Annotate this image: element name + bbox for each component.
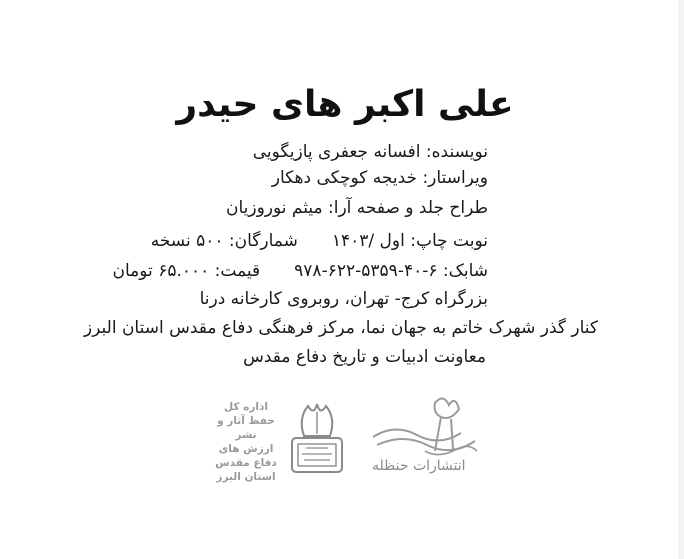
edition-text: نوبت چاپ: اول /۱۴۰۳ [331,231,488,251]
isbn-price-line [113,261,489,281]
office-line: حفظ آثار و نشر [217,415,275,441]
office-line: دفاع مقدس [215,457,277,469]
print-info-line [151,231,488,251]
designer-line: طراح جلد و صفحه آرا: میثم نوروزیان [225,198,488,218]
isbn-text: شابک: ۶-۴۰-۵۳۵۹-۶۲۲-۹۷۸ [294,261,488,281]
book-title: علی اکبر های حیدر [176,84,514,125]
circulation-text: شمارگان: ۵۰۰ نسخه [150,231,298,251]
address-line-1: بزرگراه کرج- تهران، روبروی کارخانه درنا [199,289,488,309]
defense-emblem-icon [286,398,348,478]
address-line-3: معاونت ادبیات و تاریخ دفاع مقدس [243,347,486,367]
page-edge [678,0,684,559]
office-name-block [214,400,278,484]
office-line: ارزش های [218,443,274,455]
editor-line: ویراستار: خدیجه کوچکی دهکار [271,168,488,188]
address-line-2: کنار گذر شهرک خاتم به جهان نما، مرکز فرهنگی دفاع مقدس استان البرز [83,318,598,338]
office-line: اداره کل [224,401,268,413]
publisher-name: انتشارات حنظله [372,458,466,474]
price-text: قیمت: ۶۵.۰۰۰ تومان [112,261,261,281]
office-line: استان البرز [216,471,276,483]
author-line: نویسنده: افسانه جعفری پازیگویی [252,142,488,162]
